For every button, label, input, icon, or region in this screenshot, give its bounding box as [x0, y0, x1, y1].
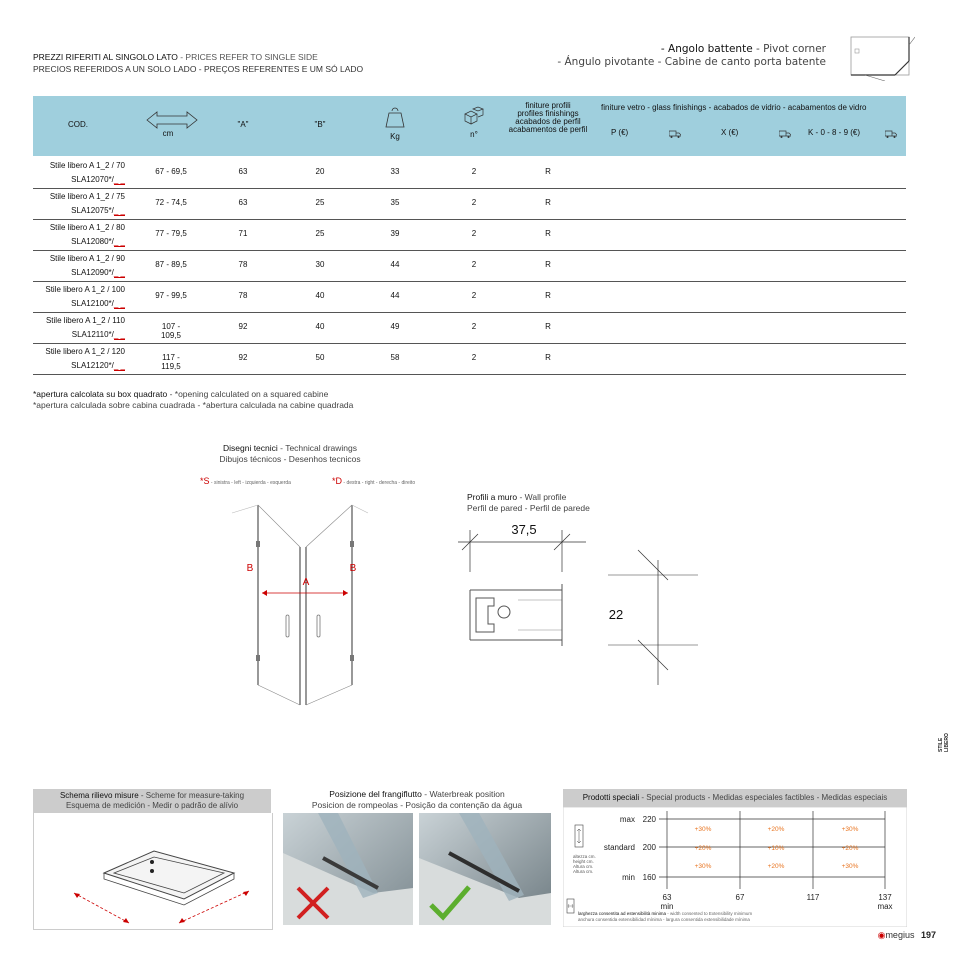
cell-profile: R [545, 260, 551, 269]
measure-panel [33, 789, 271, 930]
svg-text:+20%: +20% [841, 845, 859, 852]
cell-n: 2 [471, 322, 477, 331]
col-n: n° [470, 130, 478, 139]
svg-text:220: 220 [642, 815, 656, 824]
product-name: Stile libero A 1_2 / 90 [49, 254, 125, 263]
cell-n: 2 [471, 198, 477, 207]
header-right [557, 43, 826, 69]
product-name: Stile libero A 1_2 / 80 [49, 223, 125, 232]
col-p: P (€) [611, 128, 629, 137]
cell-n: 2 [471, 291, 477, 300]
product-code: SLA12110*/_ _ [71, 330, 125, 339]
cell-profile: R [545, 291, 551, 300]
svg-text:+30%: +30% [841, 826, 859, 833]
svg-text:min: min [622, 873, 635, 882]
code-suffix: _ _ [113, 361, 125, 370]
col-glass: finiture vetro - glass finishings - acabados de vidrio - acabamentos de vidro [601, 103, 867, 112]
product-name: Stile libero A 1_2 / 75 [49, 192, 125, 201]
svg-text:117: 117 [806, 893, 820, 902]
cell-cm: 97 - 99,5 [155, 291, 187, 300]
cell-cm: 107 - 109,5 [160, 322, 182, 340]
dimension-a-label: A [302, 577, 310, 588]
code-suffix: _ _ [113, 268, 125, 277]
svg-text:+30%: +30% [841, 863, 859, 870]
svg-text:larghezza consentita ad estens: larghezza consentita ad estensibilità minima - width consented to Extensibility minimum [578, 911, 753, 916]
col-cod: COD. [68, 120, 88, 129]
product-code: SLA12070*/_ _ [71, 175, 125, 184]
measure-title: Schema rilievo misure - Scheme for measure-taking Esquema de medición - Medir o padrão de alívio [33, 789, 271, 813]
footer [878, 930, 936, 941]
svg-text:height cm.: height cm. [573, 859, 594, 864]
cell-kg: 39 [390, 229, 400, 238]
cell-profile: R [545, 167, 551, 176]
col-k: K - 0 - 8 - 9 (€) [808, 128, 861, 137]
notes: *apertura calcolata su box quadrato - *opening calculated on a squared cabine *apertura calculada sobre cabina cuadrada - *abertura calculada na cabine quadrada [33, 389, 354, 410]
cell-cm: 87 - 89,5 [155, 260, 187, 269]
cell-a: 71 [238, 229, 248, 238]
brand-name: megius [885, 930, 915, 940]
product-code: SLA12090*/_ _ [71, 268, 125, 277]
cell-b: 25 [315, 229, 325, 238]
model-type-en: - Pivot corner [752, 43, 826, 55]
col-x: X (€) [721, 128, 739, 137]
cell-b: 40 [315, 322, 325, 331]
svg-text:anchura consentida extensibili: anchura consentida extensibilidad mínima - largura consentida extensibilidade mínima [578, 917, 750, 922]
table-row [33, 188, 906, 220]
brand-logo-icon: ◉ [877, 930, 886, 940]
header-title-it: PREZZI RIFERITI AL SINGOLO LATO [33, 52, 178, 62]
product-name: Stile libero A 1_2 / 120 [45, 347, 125, 356]
table-row [33, 250, 906, 282]
col-cm: cm [162, 129, 174, 138]
model-type-it: - Angolo battente [660, 43, 753, 55]
cell-n: 2 [471, 260, 477, 269]
cell-cm: 77 - 79,5 [155, 229, 187, 238]
cell-n: 2 [471, 167, 477, 176]
special-products-chart [563, 807, 907, 927]
svg-text:+10%: +10% [767, 845, 785, 852]
waterbreak-correct-image [419, 813, 551, 925]
side-label: STILE LIBERO [938, 733, 950, 752]
cell-profile: R [545, 353, 551, 362]
profile-depth-label: 22 [608, 607, 624, 622]
truck-icon [669, 130, 681, 138]
svg-text:67: 67 [735, 893, 745, 902]
header-left [33, 52, 453, 74]
model-type-es-pt: - Ángulo pivotante - Cabine de canto porta batente [557, 56, 826, 68]
svg-text:+20%: +20% [767, 863, 785, 870]
table-row [33, 157, 906, 189]
cell-a: 92 [238, 322, 248, 331]
svg-text:altezza cm.: altezza cm. [573, 854, 596, 859]
svg-text:200: 200 [642, 843, 656, 852]
drawings-title: Disegni tecnici - Technical drawings Dibujos técnicos - Desenhos tecnicos [219, 443, 361, 464]
col-a: "A" [237, 120, 249, 129]
profile-title: Profili a muro - Wall profile Perfil de pared - Perfil de parede [467, 492, 590, 513]
measure-drawing [33, 813, 273, 930]
code-suffix: _ _ [113, 330, 125, 339]
cell-b: 25 [315, 198, 325, 207]
cell-cm: 117 - 119,5 [161, 353, 181, 371]
product-code: SLA12120*/_ _ [71, 361, 125, 370]
drawings-left-label: *S - sinistra - left - izquierda - esquerda [200, 476, 291, 486]
cell-n: 2 [471, 229, 477, 238]
special-title: Prodotti speciali - Special products - Medidas especiales factibles - Medidas especiais [563, 789, 907, 807]
table-row [33, 343, 906, 375]
truck-icon [885, 130, 897, 138]
code-suffix: _ _ [113, 175, 125, 184]
cell-profile: R [545, 229, 551, 238]
cell-a: 78 [238, 291, 248, 300]
pivot-corner-icon [845, 33, 915, 81]
svg-text:137: 137 [878, 893, 892, 902]
truck-icon [779, 130, 791, 138]
cell-cm: 67 - 69,5 [155, 167, 187, 176]
cell-kg: 49 [390, 322, 400, 331]
code-suffix: _ _ [113, 237, 125, 246]
table-row [33, 281, 906, 313]
header-subtitle: PRECIOS REFERIDOS A UN SOLO LADO - PREÇOS REFERENTES E UM SÓ LADO [33, 64, 364, 74]
svg-text:max: max [877, 902, 893, 911]
svg-text:+30%: +30% [694, 826, 712, 833]
profile-width-label: 37,5 [511, 522, 537, 537]
width-arrow-icon [145, 110, 199, 130]
table-header [33, 96, 906, 156]
svg-text:max: max [619, 815, 635, 824]
svg-text:+20%: +20% [767, 826, 785, 833]
table-row [33, 219, 906, 251]
svg-text:+30%: +30% [694, 863, 712, 870]
svg-text:min: min [660, 902, 674, 911]
cell-profile: R [545, 198, 551, 207]
cell-b: 40 [315, 291, 325, 300]
svg-text:+20%: +20% [694, 845, 712, 852]
cell-a: 78 [238, 260, 248, 269]
product-name: Stile libero A 1_2 / 100 [45, 285, 125, 294]
product-code: SLA12075*/_ _ [71, 206, 125, 215]
cell-a: 63 [238, 198, 248, 207]
header-title-en: - PRICES REFER TO SINGLE SIDE [177, 52, 318, 62]
wall-profile-drawing [458, 520, 698, 690]
cell-kg: 58 [390, 353, 400, 362]
product-name: Stile libero A 1_2 / 110 [45, 316, 125, 325]
cell-b: 20 [315, 167, 325, 176]
product-name: Stile libero A 1_2 / 70 [49, 161, 125, 170]
code-suffix: _ _ [113, 206, 125, 215]
cell-a: 63 [238, 167, 248, 176]
special-products-panel [563, 789, 907, 807]
dimension-b-right-label: B [349, 563, 357, 574]
product-code: SLA12100*/_ _ [71, 299, 125, 308]
svg-text:Altura cm.: Altura cm. [573, 869, 594, 874]
table-row [33, 312, 906, 344]
col-b: "B" [314, 120, 326, 129]
cell-kg: 33 [390, 167, 400, 176]
code-suffix: _ _ [113, 299, 125, 308]
cell-cm: 72 - 74,5 [155, 198, 187, 207]
cell-kg: 44 [390, 260, 400, 269]
cell-a: 92 [238, 353, 248, 362]
cell-profile: R [545, 322, 551, 331]
svg-text:63: 63 [662, 893, 672, 902]
svg-text:Altura cm.: Altura cm. [573, 864, 594, 869]
svg-text:standard: standard [603, 843, 635, 852]
cell-b: 30 [315, 260, 325, 269]
svg-text:160: 160 [642, 873, 656, 882]
cell-kg: 44 [390, 291, 400, 300]
technical-drawing [230, 495, 370, 715]
col-kg: Kg [390, 132, 400, 141]
weight-icon [385, 106, 405, 128]
page-number: 197 [920, 930, 936, 940]
waterbreak-title: Posizione del frangiflutto - Waterbreak position Posicion de rompeolas - Posição da contenção da água [311, 789, 523, 810]
cell-kg: 35 [390, 198, 400, 207]
waterbreak-wrong-image [283, 813, 413, 925]
packages-icon [463, 106, 485, 128]
product-code: SLA12080*/_ _ [71, 237, 125, 246]
cell-b: 50 [315, 353, 325, 362]
col-profiles: finiture profili profiles finishings acabados de perfil acabamentos de perfil [508, 101, 588, 134]
drawings-right-label: *D - destra - right - derecha - direito [332, 476, 416, 486]
cell-n: 2 [471, 353, 477, 362]
dimension-b-left-label: B [246, 563, 254, 574]
